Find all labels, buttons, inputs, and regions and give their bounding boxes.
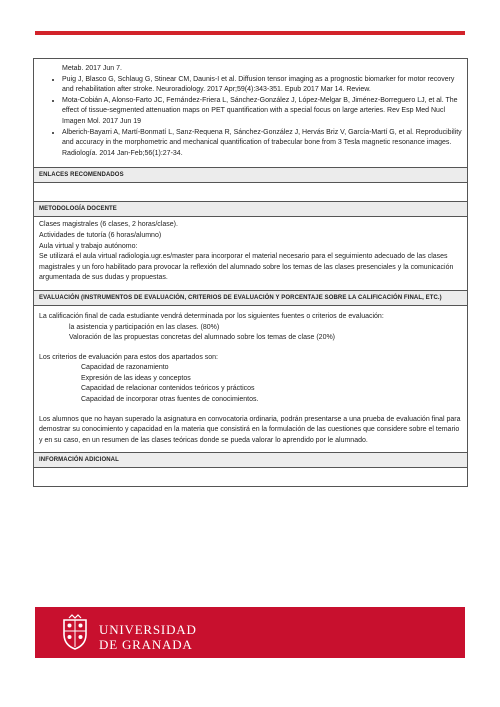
evaluation-weight: Valoración de las propuestas concretas del alumnado sobre los temas de clase (20%) — [69, 334, 336, 342]
reference-list — [39, 75, 462, 162]
section-body — [34, 305, 467, 453]
criteria-item: Expresión de las ideas y conceptos — [81, 374, 191, 382]
reference-continuation: Metab. 2017 Jun 7. — [62, 65, 122, 72]
criteria-item: Capacidad de relacionar contenidos teóricos y prácticos — [81, 385, 255, 393]
method-line: Clases magistrales (6 clases, 2 horas/clase). — [39, 221, 178, 229]
informacion-section — [34, 452, 467, 486]
criteria-intro: Los criterios de evaluación para estos dos apartados son: — [39, 353, 218, 361]
university-wordmark — [99, 622, 197, 652]
method-line: Se utilizará el aula virtual radiologia.ugr.es/master para incorporar el material necesario para el seguimiento adecuado de las clases magistrales y un foro habilitado para provocar la reflexión del alumnado sobre los temas de las clases presenciales y la comunicación argumentada de sus dudas y propuestas. — [39, 253, 454, 282]
header-accent-bar — [35, 31, 465, 35]
method-line: Actividades de tutoría (6 horas/alumno) — [39, 231, 162, 239]
section-empty-body — [34, 467, 467, 486]
university-crest-icon — [58, 614, 92, 650]
references-section — [34, 59, 467, 167]
evaluation-closing: Los alumnos que no hayan superado la asignatura en convocatoria ordinaria, podrán presentarse a una prueba de evaluación final para demostrar su conocimiento y capacidad en la materia que consistirá en la formulación de las cuestiones que considere sobre el temario y en su caso, en un resumen de las clases teóricas donde se pueda valorar lo aprendido por le alumnado. — [39, 415, 461, 444]
evaluacion-section — [34, 290, 467, 453]
criteria-item: Capacidad de incorporar otras fuentes de conocimientos. — [81, 396, 259, 404]
enlaces-section — [34, 167, 467, 201]
section-title: EVALUACIÓN (INSTRUMENTOS DE EVALUACIÓN, CRITERIOS DE EVALUACIÓN Y PORCENTAJE SOBRE LA CALIFICACIÓN FINAL, ETC.) — [34, 291, 467, 305]
evaluation-intro: La calificación final de cada estudiante vendrá determinada por los siguientes fuentes o criterios de evaluación: — [39, 312, 384, 320]
section-body — [34, 216, 467, 290]
evaluation-weight: la asistencia y participación en las clases. (80%) — [69, 323, 220, 331]
reference-item: • Alberich-Bayarri A, Martí-Bonmatí L, Sanz-Requena R, Sánchez-González J, Hervás Briz V, García-Martí G, et al. Reproducibility and accuracy in the morphometric and mechanical quantification of trabecular bone from 3 Tesla magnetic resonance images. Radiología. 2014 Jan-Feb;56(1):27-34. — [62, 128, 462, 160]
section-title: ENLACES RECOMENDADOS — [34, 168, 467, 182]
metodologia-section — [34, 201, 467, 290]
section-title: INFORMACIÓN ADICIONAL — [34, 453, 467, 467]
section-empty-body — [34, 182, 467, 201]
university-name-line1: UNIVERSIDAD — [99, 622, 197, 637]
reference-item: • Puig J, Blasco G, Schlaug G, Stinear CM, Daunis-I et al. Diffusion tensor imaging as a prognostic biomarker for motor recovery and rehabilitation after stroke. Neuroradiology. 2017 Apr;59(4):343-351. Epub 2017 Mar 14. Review. — [62, 75, 462, 96]
section-title: METODOLOGÍA DOCENTE — [34, 202, 467, 216]
method-line: Aula virtual y trabajo autónomo: — [39, 242, 138, 250]
guide-content-table — [33, 58, 468, 487]
reference-item: • Mota-Cobián A, Alonso-Farto JC, Fernández-Friera L, Sánchez-González J, López-Melgar B, Jiménez-Borreguero LJ, et al. The effect of tissue-segmented attenuation maps on PET quantification with a special focus on large arteries. Rev Esp Med Nucl Imagen Mol. 2017 Jun 19 — [62, 96, 462, 128]
criteria-item: Capacidad de razonamiento — [81, 364, 169, 372]
university-name-line2: DE GRANADA — [99, 637, 193, 652]
